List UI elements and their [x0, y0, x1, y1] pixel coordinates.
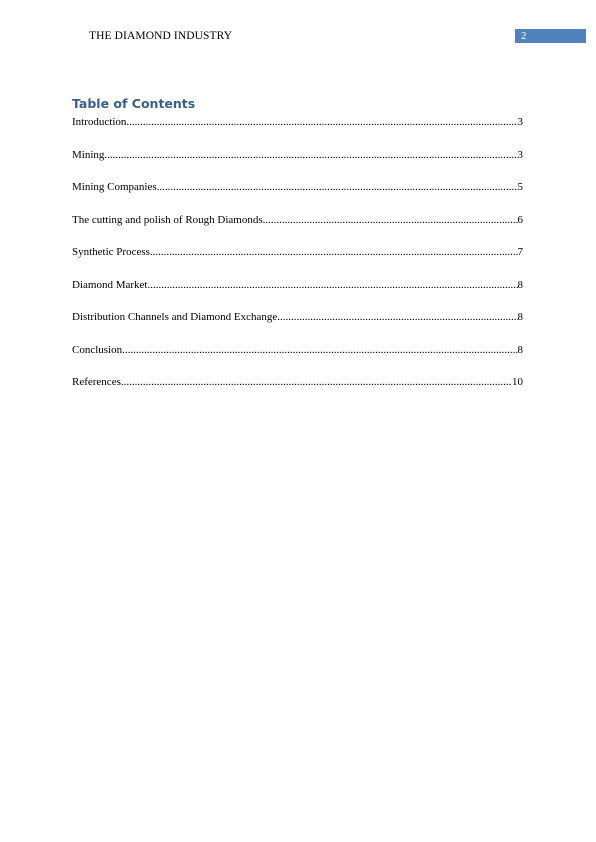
toc-entry-cutting-polish[interactable] — [72, 212, 523, 245]
toc-entry-diamond-market[interactable] — [72, 277, 523, 310]
toc-dot-leader — [104, 147, 517, 163]
toc-entry-page: 3 — [517, 116, 523, 128]
running-header-title: THE DIAMOND INDUSTRY — [89, 30, 233, 42]
toc-dot-leader — [121, 374, 512, 390]
toc-entry-conclusion[interactable] — [72, 342, 523, 375]
toc-entry-label: Synthetic Process — [72, 246, 150, 258]
toc-entry-label: Introduction — [72, 116, 127, 128]
toc-entry-label: Distribution Channels and Diamond Exchange — [72, 311, 278, 323]
toc-entry-page: 3 — [517, 148, 523, 161]
toc-entry-page: 10 — [512, 376, 523, 388]
toc-entry-page: 6 — [517, 213, 523, 226]
toc-dot-leader — [147, 277, 517, 293]
toc-entry-label: Mining Companies — [72, 181, 157, 193]
toc-entry-label: Conclusion — [72, 343, 123, 356]
page-number-badge — [515, 29, 586, 43]
toc-entry-page: 8 — [517, 278, 523, 291]
toc-entry-mining-companies[interactable] — [72, 179, 523, 212]
toc-dot-leader — [126, 114, 517, 130]
toc-dot-leader — [263, 212, 518, 228]
toc-entry-page: 8 — [517, 343, 523, 356]
table-of-contents — [72, 114, 523, 407]
toc-entry-page: 8 — [517, 311, 523, 323]
toc-entry-label: The cutting and polish of Rough Diamonds — [72, 213, 263, 226]
toc-dot-leader — [150, 244, 518, 260]
toc-dot-leader — [277, 309, 517, 325]
toc-dot-leader — [122, 342, 517, 358]
toc-entry-synthetic-process[interactable] — [72, 244, 523, 277]
toc-entry-label: Mining — [72, 148, 105, 161]
toc-entry-label: References — [72, 376, 121, 388]
toc-entry-mining[interactable] — [72, 147, 523, 180]
toc-entry-references[interactable] — [72, 374, 523, 407]
toc-entry-page: 7 — [517, 246, 523, 258]
toc-entry-distribution-channels[interactable] — [72, 309, 523, 342]
toc-dot-leader — [157, 179, 518, 195]
toc-entry-introduction[interactable] — [72, 114, 523, 147]
toc-heading: Table of Contents — [72, 96, 196, 111]
toc-entry-page: 5 — [517, 181, 523, 193]
page-number: 2 — [521, 30, 527, 42]
toc-entry-label: Diamond Market — [72, 278, 148, 291]
